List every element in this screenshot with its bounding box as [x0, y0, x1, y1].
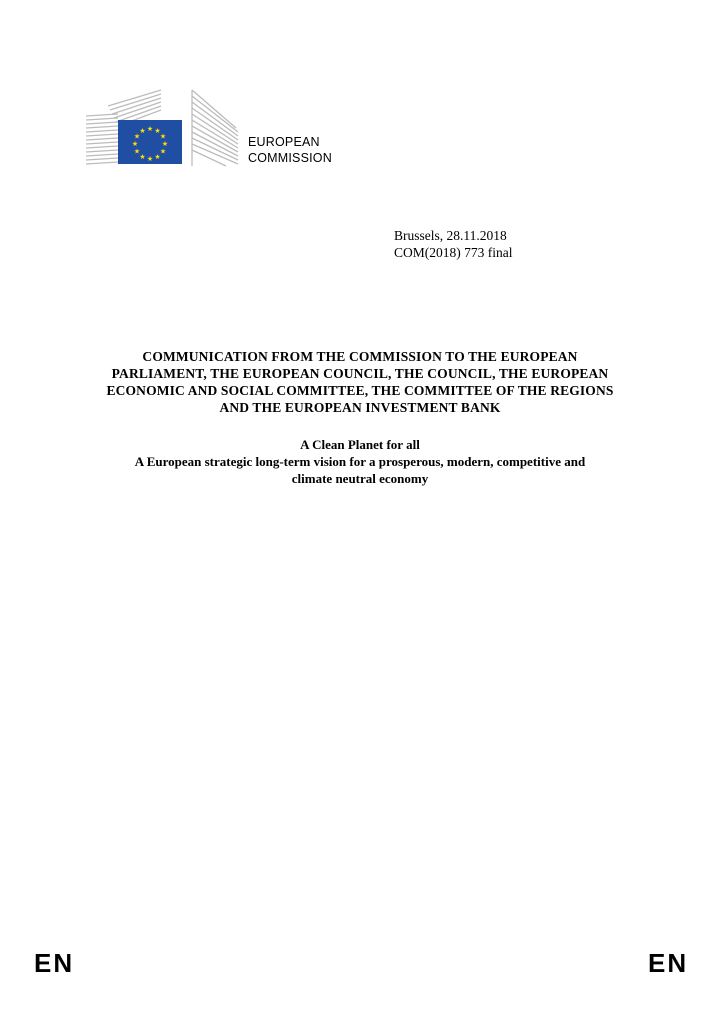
title-line: PARLIAMENT, THE EUROPEAN COUNCIL, THE COUNCIL, THE EUROPEAN — [111, 366, 609, 381]
document-reference — [394, 227, 513, 261]
svg-text:★: ★ — [133, 147, 141, 156]
svg-text:★: ★ — [154, 153, 161, 161]
svg-text:★: ★ — [161, 140, 169, 148]
subtitle-heading: A Clean Planet for all — [300, 437, 420, 452]
logo-building-lines-right — [192, 90, 238, 166]
subtitle-line: climate neutral economy — [291, 471, 429, 486]
title-line: AND THE EUROPEAN INVESTMENT BANK — [219, 400, 501, 415]
language-mark-left: EN — [34, 948, 75, 978]
svg-text:★: ★ — [159, 132, 167, 141]
subtitle-line: A European strategic long-term vision for a prosperous, modern, competitive and — [134, 454, 586, 469]
svg-text:★: ★ — [131, 140, 139, 148]
language-mark-right: EN — [648, 948, 689, 978]
european-commission-logo — [86, 88, 246, 168]
organisation-name — [248, 134, 332, 166]
document-code: COM(2018) 773 final — [394, 245, 513, 260]
svg-text:★: ★ — [133, 132, 141, 141]
svg-text:★: ★ — [146, 125, 154, 133]
svg-text:★: ★ — [146, 155, 154, 163]
title-line: COMMUNICATION FROM THE COMMISSION TO THE EUROPEAN — [142, 349, 578, 364]
svg-text:★: ★ — [159, 147, 167, 156]
document-title — [60, 348, 660, 416]
place-date: Brussels, 28.11.2018 — [394, 228, 507, 243]
svg-text:★: ★ — [139, 153, 146, 161]
svg-text:★: ★ — [154, 127, 161, 135]
org-name-line-1: EUROPEAN — [248, 135, 320, 149]
svg-text:★: ★ — [139, 127, 146, 135]
title-line: ECONOMIC AND SOCIAL COMMITTEE, THE COMMITTEE OF THE REGIONS — [106, 383, 614, 398]
org-name-line-2: COMMISSION — [248, 151, 332, 165]
document-subtitle — [60, 436, 660, 487]
